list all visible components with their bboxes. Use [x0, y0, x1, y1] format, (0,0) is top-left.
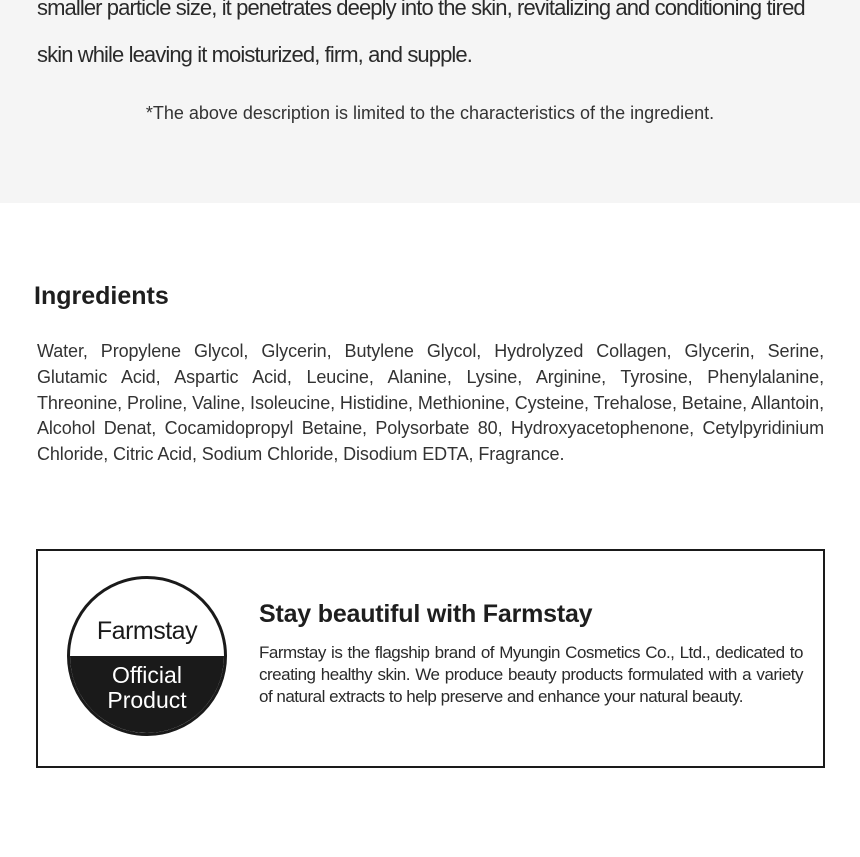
- brand-info-box: [36, 549, 825, 768]
- badge-label: [70, 663, 224, 713]
- ingredients-list: Water, Propylene Glycol, Glycerin, Butylene Glycol, Hydrolyzed Collagen, Glycerin, Serine, Glutamic Acid, Aspartic Acid, Leucine, Alanine, Lysine, Arginine, Tyrosine, Phenylalanine, Threonine, Proline, Valine, Isoleucine, Histidine, Methionine, Cysteine, Trehalose, Betaine, Allantoin, Alcohol Denat, Cocamidopropyl Betaine, Polysorbate 80, Hydroxyacetophenone, Cetylpyridinium Chloride, Citric Acid, Sodium Chloride, Disodium EDTA, Fragrance.: [37, 341, 824, 465]
- description-disclaimer: *The above description is limited to the characteristics of the ingredient.: [145, 103, 715, 123]
- ingredients-heading: Ingredients: [34, 282, 169, 310]
- brand-title: Stay beautiful with Farmstay: [259, 600, 593, 628]
- ingredient-description: smaller particle size, it penetrates deeply into the skin, revitalizing and conditioning tired skin while leaving it moisturized, firm, and supple.: [37, 0, 805, 67]
- official-product-badge: [67, 576, 227, 736]
- badge-label-line2: Product: [107, 687, 187, 713]
- farmstay-logo: Farmstay: [96, 617, 198, 645]
- badge-label-line1: Official: [112, 662, 182, 688]
- description-section: [0, 0, 860, 203]
- brand-description: Farmstay is the flagship brand of Myungin Cosmetics Co., Ltd., dedicated to creating healthy skin. We produce beauty products formulated with a variety of natural extracts to help preserve and enhance your natural beauty.: [259, 643, 803, 706]
